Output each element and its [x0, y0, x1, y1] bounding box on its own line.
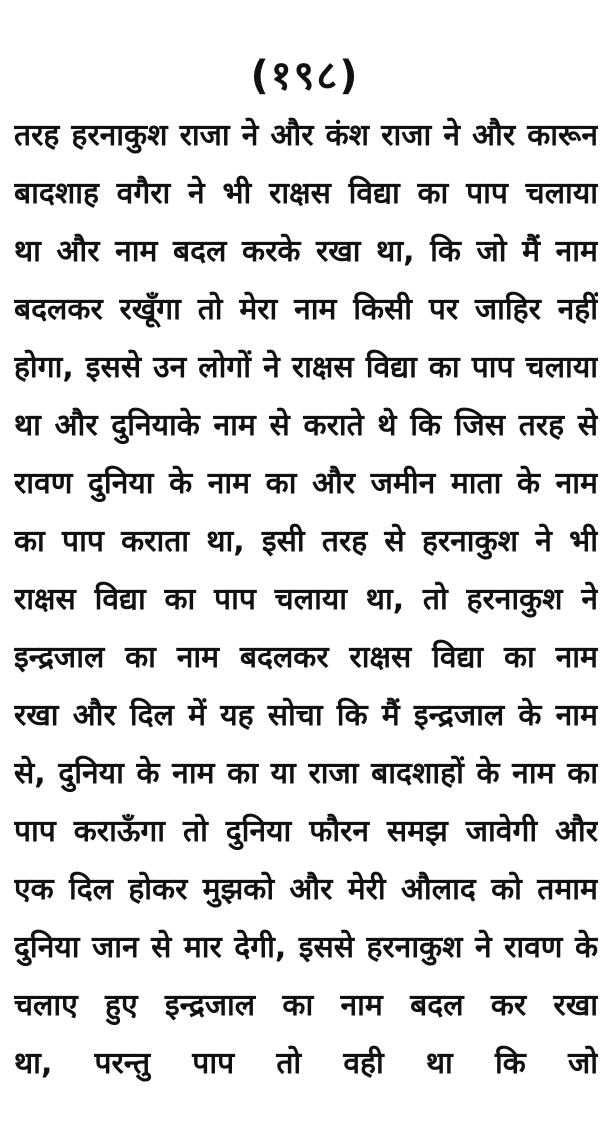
text-line: होगा, इससे उन लोगों ने राक्षस विद्या का पाप चलाया: [14, 350, 598, 385]
text-line: राक्षस विद्या का पाप चलाया था, तो हरनाकुश ने: [14, 582, 598, 617]
text-line: था, परन्तु पाप तो वही था कि जो: [14, 1046, 598, 1081]
text-line: था और दुनियाके नाम से कराते थे कि जिस तरह से: [14, 408, 598, 443]
text-line: बदलकर रखूँगा तो मेरा नाम किसी पर जाहिर नहीं: [14, 292, 598, 327]
text-line: एक दिल होकर मुझको और मेरी औलाद को तमाम: [14, 872, 598, 907]
text-line: था और नाम बदल करके रखा था, कि जो मैं नाम: [14, 234, 598, 269]
text-line: बादशाह वगैरा ने भी राक्षस विद्या का पाप चलाया: [14, 176, 598, 211]
text-line: से, दुनिया के नाम का या राजा बादशाहों के नाम का: [14, 756, 598, 791]
text-line: पाप कराऊँगा तो दुनिया फौरन समझ जावेगी और: [14, 814, 598, 849]
page-number: (१९८): [250, 53, 360, 99]
text-line: रखा और दिल में यह सोचा कि मैं इन्द्रजाल के नाम: [14, 698, 598, 733]
text-line: रावण दुनिया के नाम का और जमीन माता के नाम: [14, 466, 598, 501]
text-line: तरह हरनाकुश राजा ने और कंश राजा ने और कारून: [14, 118, 598, 153]
text-line: का पाप कराता था, इसी तरह से हरनाकुश ने भी: [14, 524, 598, 559]
body-text: [14, 107, 598, 1093]
text-line: इन्द्रजाल का नाम बदलकर राक्षस विद्या का नाम: [14, 640, 598, 675]
text-line: दुनिया जान से मार देगी, इससे हरनाकुश ने रावण के: [14, 930, 598, 965]
text-line: चलाए हुए इन्द्रजाल का नाम बदल कर रखा: [14, 988, 598, 1023]
